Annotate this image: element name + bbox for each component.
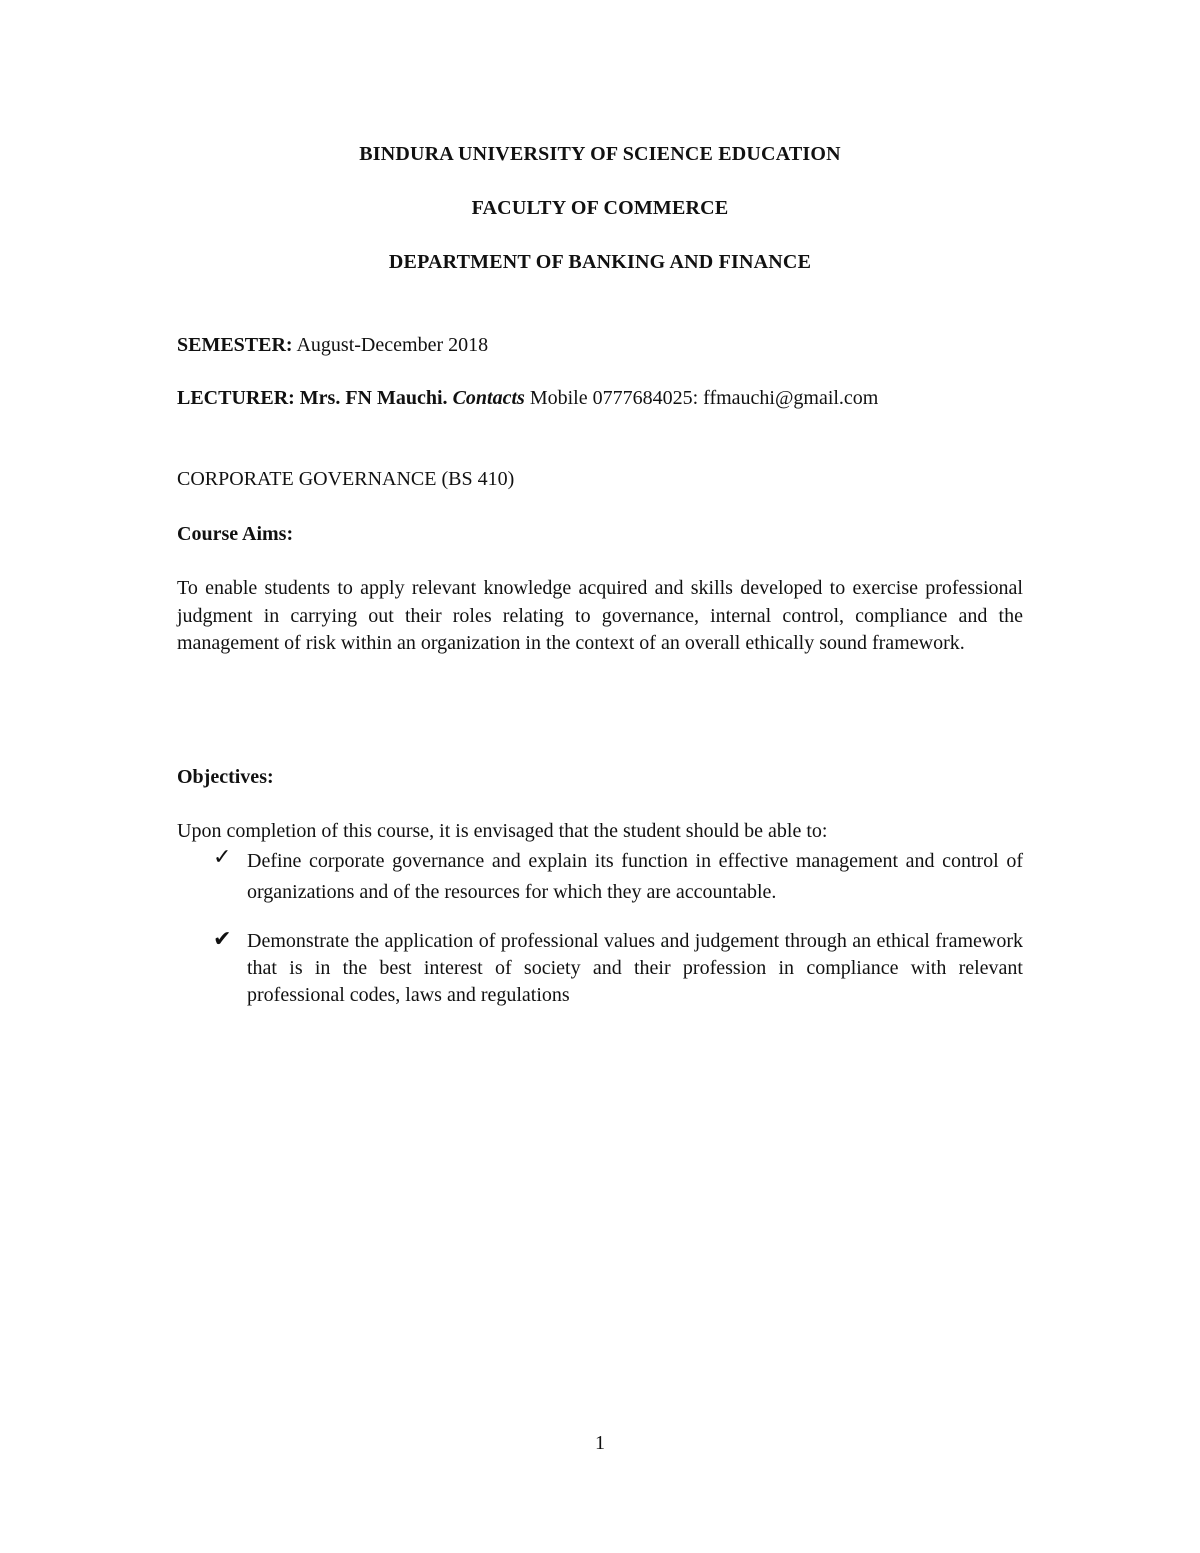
objectives-heading: Objectives: xyxy=(177,766,274,788)
semester-line xyxy=(177,334,488,357)
lecturer-line xyxy=(177,387,878,410)
department-title: DEPARTMENT OF BANKING AND FINANCE xyxy=(388,251,812,273)
contacts-value: Mobile 0777684025: ffmauchi@gmail.com xyxy=(524,387,879,409)
semester-label: SEMESTER: xyxy=(177,334,293,356)
page-number: 1 xyxy=(595,1432,605,1454)
objective-item: Define corporate governance and explain its function in effective management and control of organizations and of the resources for which they are accountable. xyxy=(247,850,1023,903)
semester-value: August-December 2018 xyxy=(292,334,489,356)
aims-paragraph: To enable students to apply relevant knowledge acquired and skills developed to exercise professional judgment in carrying out their roles relating to governance, internal control, compliance and the management of risk within an organization in the context of an overall ethically sound framework. xyxy=(177,577,1023,654)
contacts-label: Contacts xyxy=(447,387,525,409)
aims-heading: Course Aims: xyxy=(177,523,294,545)
lecturer-name: Mrs. FN Mauchi. xyxy=(294,387,448,409)
course-title: CORPORATE GOVERNANCE (BS 410) xyxy=(177,468,515,490)
objective-item: Demonstrate the application of professional values and judgement through an ethical framework that is in the best interest of society and their profession in compliance with relevant professional codes, laws and regulations xyxy=(247,930,1023,1006)
faculty-title: FACULTY OF COMMERCE xyxy=(471,197,729,219)
check-icon: ✓ xyxy=(213,844,232,869)
objectives-intro: Upon completion of this course, it is envisaged that the student should be able to: xyxy=(177,820,828,842)
check-bold-icon: ✔ xyxy=(213,926,232,951)
lecturer-label: LECTURER: xyxy=(177,387,295,409)
university-title: BINDURA UNIVERSITY OF SCIENCE EDUCATION xyxy=(359,143,841,165)
